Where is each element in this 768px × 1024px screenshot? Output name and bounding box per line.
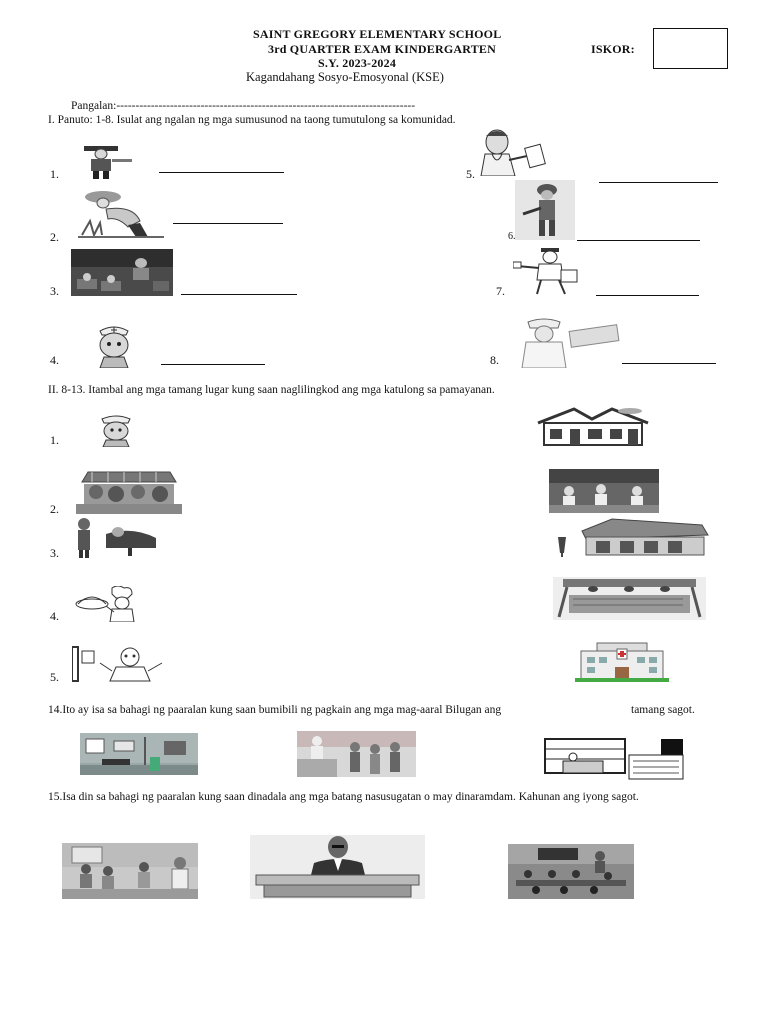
p1-num-7: 7. xyxy=(496,284,505,298)
answer-line-4[interactable] xyxy=(161,364,265,365)
hospital-icon[interactable] xyxy=(575,641,669,682)
barber-icon[interactable] xyxy=(72,516,168,558)
school-year: S.Y. 2023-2024 xyxy=(318,56,397,70)
p1-num-1: 1. xyxy=(50,167,59,181)
pangalan-field[interactable]: Pangalan:------------------------------------------------------------------------------ xyxy=(71,100,416,112)
police-officer-icon xyxy=(78,140,153,180)
q14-text-b: tamang sagot. xyxy=(631,704,695,716)
p1-num-8: 8. xyxy=(490,353,499,367)
answer-line-6[interactable] xyxy=(577,240,700,241)
answer-line-5[interactable] xyxy=(599,182,718,183)
p1-num-3: 3. xyxy=(50,284,59,298)
market-icon[interactable] xyxy=(553,577,706,620)
nurse-icon[interactable] xyxy=(82,413,150,447)
teacher-classroom-icon xyxy=(71,249,173,296)
answer-line-7[interactable] xyxy=(596,295,699,296)
part2-instruction: II. 8-13. Itambal ang mga tamang lugar kung saan naglilingkod ang mga katulong sa pamayanan. xyxy=(48,384,495,396)
chef-icon[interactable] xyxy=(72,586,147,622)
iskor-box[interactable] xyxy=(653,28,728,69)
firefighter-icon xyxy=(515,180,575,240)
p2-num-2: 2. xyxy=(50,502,59,516)
school-name: SAINT GREGORY ELEMENTARY SCHOOL xyxy=(253,27,502,41)
p2-num-4: 4. xyxy=(50,609,59,623)
q14-text-a: 14.Ito ay isa sa bahagi ng paaralan kung saan bumibili ng pagkain ang mga mag-aaral Bilugan ang xyxy=(48,704,502,716)
principal-desk-icon[interactable] xyxy=(250,835,425,899)
answer-line-8[interactable] xyxy=(622,363,716,364)
answer-line-3[interactable] xyxy=(181,294,297,295)
iskor-label: ISKOR: xyxy=(591,42,635,56)
house-icon[interactable] xyxy=(536,407,650,447)
answer-line-2[interactable] xyxy=(173,223,283,224)
q15-text: 15.Isa din sa bahagi ng paaralan kung saan dinadala ang mga batang nasusugatan o may dinaramdam. Kahunan ang iyong sagot. xyxy=(48,791,639,803)
exam-title: 3rd QUARTER EXAM KINDERGARTEN xyxy=(268,42,496,56)
nurse-clipboard-icon xyxy=(510,316,622,368)
clinic-icon[interactable] xyxy=(62,843,198,899)
p2-num-5: 5. xyxy=(50,670,59,684)
p1-num-6: 6. xyxy=(508,231,516,242)
canteen-icon[interactable] xyxy=(297,731,416,777)
p1-num-4: 4. xyxy=(50,353,59,367)
p1-num-2: 2. xyxy=(50,230,59,244)
barber-shop-icon[interactable] xyxy=(552,517,712,559)
doctor-sketch-icon[interactable] xyxy=(72,645,168,683)
farmer-icon xyxy=(78,187,168,240)
vendor-stall-icon[interactable] xyxy=(72,470,186,514)
subject-title: Kagandahang Sosyo-Emosyonal (KSE) xyxy=(246,70,444,84)
restaurant-kitchen-icon[interactable] xyxy=(549,469,659,513)
office-room-icon[interactable] xyxy=(80,733,198,775)
classroom-icon[interactable] xyxy=(508,844,634,899)
nurse-icon xyxy=(82,323,147,368)
p1-num-5: 5. xyxy=(466,167,475,181)
p2-num-1: 1. xyxy=(50,433,59,447)
p2-num-3: 3. xyxy=(50,546,59,560)
doctor-icon xyxy=(475,128,560,176)
part1-instruction: I. Panuto: 1-8. Isulat ang ngalan ng mga sumusunod na taong tumutulong sa komunidad. xyxy=(48,114,456,126)
mail-carrier-icon xyxy=(513,246,588,296)
answer-line-1[interactable] xyxy=(159,172,284,173)
library-room-icon[interactable] xyxy=(543,737,685,781)
